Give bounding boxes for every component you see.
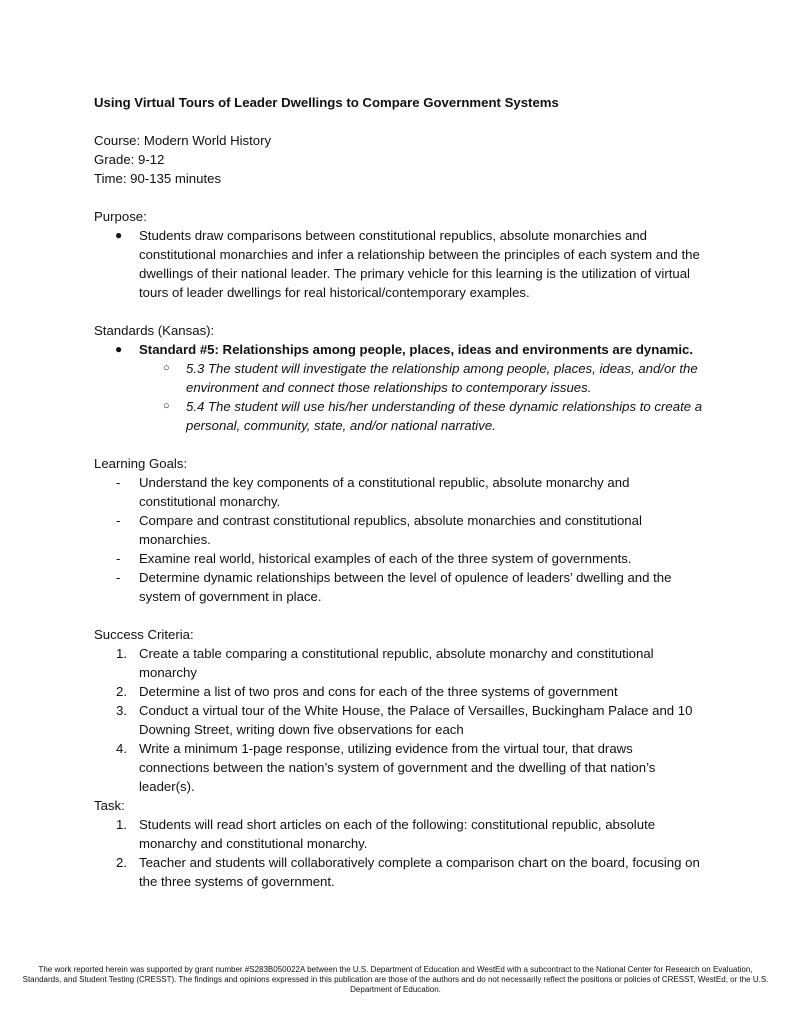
list-item [94, 511, 704, 549]
list-item [94, 853, 704, 891]
purpose-text: Students draw comparisons between constitutional republics, absolute monarchies and constitutional monarchies and infer a relationship between the principles of each system and the dwellings of their national leader. The primary vehicle for this learning is the utilization of virtual tours of leader dwellings for real historical/contemporary examples. [139, 228, 700, 300]
list-item [94, 815, 704, 853]
criteria-text: Determine a list of two pros and cons for each of the three systems of government [139, 684, 618, 699]
hollow-bullet-icon: ○ [163, 400, 170, 412]
task-text: Students will read short articles on each of the following: constitutional republic, absolute monarchy and constitutional monarchy. [139, 817, 656, 851]
document-title: Using Virtual Tours of Leader Dwellings to Compare Government Systems [94, 95, 559, 110]
dash-marker: - [116, 551, 121, 566]
list-number: 4. [116, 741, 127, 756]
list-item [139, 359, 704, 397]
purpose-section [94, 207, 704, 302]
goal-text: Compare and contrast constitutional republics, absolute monarchies and constitutional monarchies. [139, 513, 642, 547]
task-text: Teacher and students will collaboratively complete a comparison chart on the board, focusing on the three systems of government. [139, 855, 700, 889]
success-criteria-list [94, 644, 704, 796]
document-body [94, 93, 704, 891]
spacer [94, 188, 704, 207]
list-item [94, 682, 704, 701]
grade-line: Grade: 9-12 [94, 152, 165, 167]
list-item [94, 568, 704, 606]
course-line: Course: Modern World History [94, 133, 272, 148]
standard-sub-text: 5.3 The student will investigate the relationship among people, places, ideas, and/or the environment and connect those relationships to contemporary issues. [186, 361, 698, 395]
learning-goals-heading: Learning Goals: [94, 456, 188, 471]
task-heading: Task: [94, 798, 125, 813]
list-item [139, 397, 704, 435]
bullet-icon: ● [115, 228, 123, 242]
hollow-bullet-icon: ○ [163, 362, 170, 374]
list-item [94, 549, 704, 568]
standard-sub-text: 5.4 The student will use his/her understanding of these dynamic relationships to create a personal, community, state, and/or national narrative. [186, 399, 703, 433]
criteria-text: Write a minimum 1-page response, utilizing evidence from the virtual tour, that draws connections between the nation’s system of government and the dwelling of that nation’s leader(s). [139, 741, 656, 794]
list-item [94, 739, 704, 796]
list-number: 2. [116, 855, 127, 870]
criteria-text: Create a table comparing a constitutional republic, absolute monarchy and constitutional monarchy [139, 646, 654, 680]
standard-sub-list [139, 359, 704, 435]
bullet-icon: ● [115, 342, 123, 356]
goal-text: Understand the key components of a constitutional republic, absolute monarchy and constitutional monarchy. [139, 475, 630, 509]
success-criteria-heading: Success Criteria: [94, 627, 194, 642]
spacer [94, 606, 704, 625]
learning-goals-section [94, 454, 704, 606]
task-section [94, 796, 704, 891]
task-list [94, 815, 704, 891]
standard-title: Standard #5: Relationships among people, places, ideas and environments are dynamic. [139, 342, 694, 357]
list-item [94, 473, 704, 511]
goal-text: Examine real world, historical examples of each of the three system of governments. [139, 551, 632, 566]
standards-heading: Standards (Kansas): [94, 323, 215, 338]
list-item [94, 644, 704, 682]
purpose-heading: Purpose: [94, 209, 147, 224]
list-number: 1. [116, 817, 127, 832]
dash-marker: - [116, 475, 121, 490]
dash-marker: - [116, 513, 121, 528]
list-item [94, 340, 704, 435]
spacer [94, 112, 704, 131]
list-number: 3. [116, 703, 127, 718]
list-item [94, 226, 704, 302]
time-line: Time: 90-135 minutes [94, 171, 222, 186]
purpose-list [94, 226, 704, 302]
standards-section [94, 321, 704, 435]
criteria-text: Conduct a virtual tour of the White House, the Palace of Versailles, Buckingham Palace and 10 Downing Street, writing down five observations for each [139, 703, 693, 737]
list-number: 2. [116, 684, 127, 699]
spacer [94, 302, 704, 321]
list-number: 1. [116, 646, 127, 661]
dash-marker: - [116, 570, 121, 585]
spacer [94, 435, 704, 454]
list-item [94, 701, 704, 739]
footer-disclaimer: The work reported herein was supported by grant number #S283B050022A between the U.S. Department of Education and WestEd with a subcontract to the National Center for Research on Evaluation, Standards, and Student Testing (CRESST). The findings and opinions expressed in this publication are those of the authors and do not necessarily reflect the positions or policies of CRESST, WestEd, or the U.S. Department of Education. [22, 965, 769, 994]
goal-text: Determine dynamic relationships between the level of opulence of leaders’ dwelling and the system of government in place. [139, 570, 672, 604]
standards-list [94, 340, 704, 435]
success-criteria-section [94, 625, 704, 796]
learning-goals-list [94, 473, 704, 606]
